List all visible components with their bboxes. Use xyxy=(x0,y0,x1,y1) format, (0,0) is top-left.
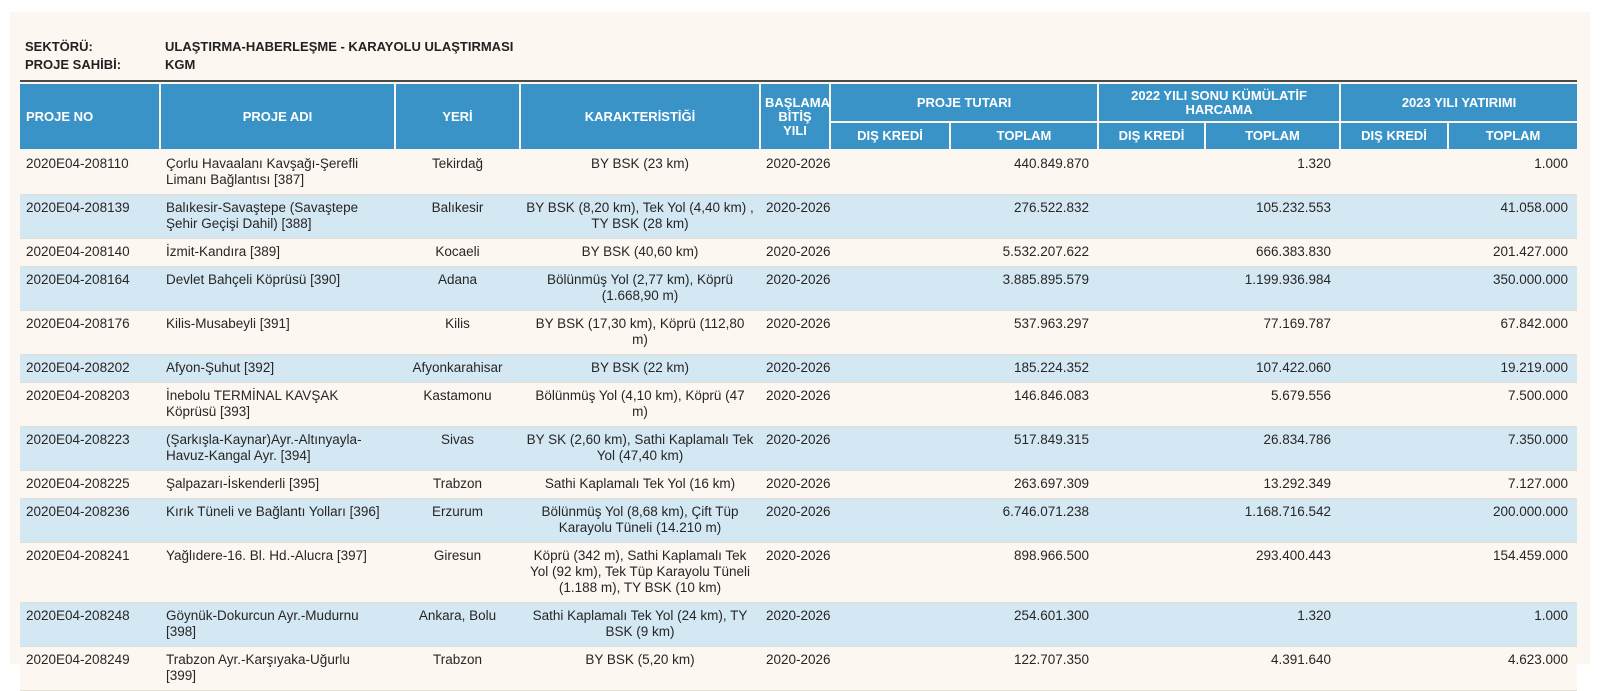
cell-proje-tutari-dis-kredi xyxy=(830,311,950,355)
cell-proje-tutari-toplam: 263.697.309 xyxy=(950,471,1098,499)
cell-proje-adi: Trabzon Ayr.-Karşıyaka-Uğurlu [399] xyxy=(160,647,395,691)
document-meta xyxy=(10,12,1590,74)
cell-2022-toplam: 4.391.640 xyxy=(1205,647,1340,691)
cell-yeri: Kilis xyxy=(395,311,520,355)
cell-2022-dis-kredi xyxy=(1098,647,1205,691)
cell-yeri: Kocaeli xyxy=(395,239,520,267)
cell-proje-no: 2020E04-208164 xyxy=(20,267,160,311)
cell-yeri: Kastamonu xyxy=(395,383,520,427)
cell-yeri: Afyonkarahisar xyxy=(395,355,520,383)
cell-2022-toplam: 1.199.936.984 xyxy=(1205,267,1340,311)
cell-proje-adi: (Şarkışla-Kaynar)Ayr.-Altınyayla-Havuz-Kangal Ayr. [394] xyxy=(160,427,395,471)
cell-2022-dis-kredi xyxy=(1098,267,1205,311)
cell-2023-toplam: 4.623.000 xyxy=(1448,647,1577,691)
cell-2023-toplam: 67.842.000 xyxy=(1448,311,1577,355)
cell-2022-dis-kredi xyxy=(1098,355,1205,383)
cell-proje-tutari-toplam: 3.885.895.579 xyxy=(950,267,1098,311)
cell-2023-toplam: 154.459.000 xyxy=(1448,543,1577,603)
cell-proje-tutari-dis-kredi xyxy=(830,543,950,603)
cell-2022-toplam: 77.169.787 xyxy=(1205,311,1340,355)
cell-proje-adi: İnebolu TERMİNAL KAVŞAK Köprüsü [393] xyxy=(160,383,395,427)
cell-2022-dis-kredi xyxy=(1098,150,1205,195)
cell-proje-tutari-toplam: 537.963.297 xyxy=(950,311,1098,355)
cell-proje-no: 2020E04-208249 xyxy=(20,647,160,691)
table-row xyxy=(20,647,1577,691)
cell-proje-no: 2020E04-208223 xyxy=(20,427,160,471)
cell-2023-dis-kredi xyxy=(1340,383,1448,427)
cell-proje-adi: Balıkesir-Savaştepe (Savaştepe Şehir Geçişi Dahil) [388] xyxy=(160,195,395,239)
cell-2022-dis-kredi xyxy=(1098,311,1205,355)
cell-2023-toplam: 1.000 xyxy=(1448,150,1577,195)
cell-2023-dis-kredi xyxy=(1340,150,1448,195)
cell-baslama-bitis-yili: 2020-2026 xyxy=(760,195,830,239)
cell-2023-toplam: 19.219.000 xyxy=(1448,355,1577,383)
cell-yeri: Tekirdağ xyxy=(395,150,520,195)
cell-2022-dis-kredi xyxy=(1098,543,1205,603)
table-row xyxy=(20,195,1577,239)
cell-2022-toplam: 1.320 xyxy=(1205,603,1340,647)
cell-2022-dis-kredi xyxy=(1098,195,1205,239)
table-row xyxy=(20,239,1577,267)
cell-proje-no: 2020E04-208140 xyxy=(20,239,160,267)
cell-2023-toplam: 7.350.000 xyxy=(1448,427,1577,471)
cell-proje-no: 2020E04-208202 xyxy=(20,355,160,383)
cell-proje-adi: Kilis-Musabeyli [391] xyxy=(160,311,395,355)
cell-baslama-bitis-yili: 2020-2026 xyxy=(760,150,830,195)
cell-yeri: Trabzon xyxy=(395,471,520,499)
cell-2022-dis-kredi xyxy=(1098,603,1205,647)
cell-2023-dis-kredi xyxy=(1340,311,1448,355)
table-row xyxy=(20,355,1577,383)
cell-2023-toplam: 1.000 xyxy=(1448,603,1577,647)
cell-proje-tutari-dis-kredi xyxy=(830,647,950,691)
cell-karakteristigi: Bölünmüş Yol (8,68 km), Çift Tüp Karayolu Tüneli (14.210 m) xyxy=(520,499,760,543)
cell-proje-tutari-toplam: 146.846.083 xyxy=(950,383,1098,427)
cell-proje-adi: Göynük-Dokurcun Ayr.-Mudurnu [398] xyxy=(160,603,395,647)
cell-baslama-bitis-yili: 2020-2026 xyxy=(760,471,830,499)
cell-2023-toplam: 200.000.000 xyxy=(1448,499,1577,543)
cell-2023-dis-kredi xyxy=(1340,195,1448,239)
subcol-header-2023-dis-kredi: DIŞ KREDİ xyxy=(1340,122,1448,150)
cell-proje-no: 2020E04-208248 xyxy=(20,603,160,647)
cell-proje-tutari-dis-kredi xyxy=(830,427,950,471)
subcol-header-2023-toplam: TOPLAM xyxy=(1448,122,1577,150)
col-header-yeri: YERİ xyxy=(395,84,520,150)
col-header-proje-no: PROJE NO xyxy=(20,84,160,150)
group-header-2022-kumulatif-harcama: 2022 YILI SONU KÜMÜLATİF HARCAMA xyxy=(1098,84,1340,122)
cell-yeri: Adana xyxy=(395,267,520,311)
cell-2022-toplam: 293.400.443 xyxy=(1205,543,1340,603)
cell-2022-dis-kredi xyxy=(1098,239,1205,267)
cell-proje-tutari-toplam: 185.224.352 xyxy=(950,355,1098,383)
cell-proje-tutari-toplam: 5.532.207.622 xyxy=(950,239,1098,267)
cell-2023-dis-kredi xyxy=(1340,267,1448,311)
cell-proje-no: 2020E04-208176 xyxy=(20,311,160,355)
cell-2022-toplam: 105.232.553 xyxy=(1205,195,1340,239)
cell-proje-adi: Kırık Tüneli ve Bağlantı Yolları [396] xyxy=(160,499,395,543)
projects-table-container xyxy=(20,80,1577,691)
sector-label: SEKTÖRÜ: xyxy=(25,39,93,54)
col-header-baslama-bitis-yili: BAŞLAMA BİTİŞ YILI xyxy=(760,84,830,150)
table-row xyxy=(20,499,1577,543)
cell-proje-no: 2020E04-208203 xyxy=(20,383,160,427)
cell-proje-tutari-toplam: 254.601.300 xyxy=(950,603,1098,647)
cell-karakteristigi: BY BSK (22 km) xyxy=(520,355,760,383)
cell-baslama-bitis-yili: 2020-2026 xyxy=(760,267,830,311)
subcol-header-2022-toplam: TOPLAM xyxy=(1205,122,1340,150)
cell-baslama-bitis-yili: 2020-2026 xyxy=(760,647,830,691)
sector-row xyxy=(25,38,1590,56)
cell-proje-tutari-dis-kredi xyxy=(830,195,950,239)
header-group-row xyxy=(20,84,1577,122)
cell-proje-tutari-dis-kredi xyxy=(830,499,950,543)
cell-2022-toplam: 1.168.716.542 xyxy=(1205,499,1340,543)
cell-baslama-bitis-yili: 2020-2026 xyxy=(760,355,830,383)
cell-2023-dis-kredi xyxy=(1340,647,1448,691)
table-row xyxy=(20,311,1577,355)
cell-baslama-bitis-yili: 2020-2026 xyxy=(760,499,830,543)
sector-value: ULAŞTIRMA-HABERLEŞME - KARAYOLU ULAŞTIRMASI xyxy=(165,39,514,54)
cell-2023-toplam: 7.500.000 xyxy=(1448,383,1577,427)
cell-2023-toplam: 201.427.000 xyxy=(1448,239,1577,267)
cell-proje-no: 2020E04-208241 xyxy=(20,543,160,603)
cell-2022-dis-kredi xyxy=(1098,471,1205,499)
cell-yeri: Ankara, Bolu xyxy=(395,603,520,647)
cell-proje-no: 2020E04-208225 xyxy=(20,471,160,499)
group-header-proje-tutari: PROJE TUTARI xyxy=(830,84,1098,122)
cell-proje-adi: Yağlıdere-16. Bl. Hd.-Alucra [397] xyxy=(160,543,395,603)
cell-2023-dis-kredi xyxy=(1340,471,1448,499)
cell-yeri: Erzurum xyxy=(395,499,520,543)
project-owner-label: PROJE SAHİBİ: xyxy=(25,57,122,72)
table-row xyxy=(20,267,1577,311)
subcol-header-2022-dis-kredi: DIŞ KREDİ xyxy=(1098,122,1205,150)
table-row xyxy=(20,543,1577,603)
cell-proje-no: 2020E04-208110 xyxy=(20,150,160,195)
cell-yeri: Giresun xyxy=(395,543,520,603)
cell-baslama-bitis-yili: 2020-2026 xyxy=(760,603,830,647)
cell-2022-toplam: 1.320 xyxy=(1205,150,1340,195)
cell-proje-tutari-dis-kredi xyxy=(830,239,950,267)
table-row xyxy=(20,427,1577,471)
cell-proje-tutari-dis-kredi xyxy=(830,267,950,311)
cell-2023-toplam: 350.000.000 xyxy=(1448,267,1577,311)
cell-proje-tutari-dis-kredi xyxy=(830,603,950,647)
cell-2022-dis-kredi xyxy=(1098,427,1205,471)
cell-proje-tutari-toplam: 517.849.315 xyxy=(950,427,1098,471)
col-header-proje-adi: PROJE ADI xyxy=(160,84,395,150)
cell-proje-tutari-toplam: 276.522.832 xyxy=(950,195,1098,239)
projects-table xyxy=(20,84,1577,691)
table-row xyxy=(20,603,1577,647)
project-owner-row xyxy=(25,56,1590,74)
cell-2022-dis-kredi xyxy=(1098,383,1205,427)
cell-karakteristigi: BY BSK (8,20 km), Tek Yol (4,40 km) , TY BSK (28 km) xyxy=(520,195,760,239)
cell-2023-toplam: 7.127.000 xyxy=(1448,471,1577,499)
cell-2023-toplam: 41.058.000 xyxy=(1448,195,1577,239)
cell-karakteristigi: Sathi Kaplamalı Tek Yol (24 km), TY BSK (9 km) xyxy=(520,603,760,647)
cell-yeri: Sivas xyxy=(395,427,520,471)
table-row xyxy=(20,150,1577,195)
cell-karakteristigi: BY BSK (23 km) xyxy=(520,150,760,195)
cell-2023-dis-kredi xyxy=(1340,239,1448,267)
cell-baslama-bitis-yili: 2020-2026 xyxy=(760,543,830,603)
cell-baslama-bitis-yili: 2020-2026 xyxy=(760,239,830,267)
cell-proje-tutari-dis-kredi xyxy=(830,355,950,383)
cell-baslama-bitis-yili: 2020-2026 xyxy=(760,427,830,471)
cell-proje-tutari-toplam: 6.746.071.238 xyxy=(950,499,1098,543)
cell-karakteristigi: Köprü (342 m), Sathi Kaplamalı Tek Yol (92 km), Tek Tüp Karayolu Tüneli (1.188 m), TY BSK (10 km) xyxy=(520,543,760,603)
table-row xyxy=(20,471,1577,499)
cell-proje-adi: Devlet Bahçeli Köprüsü [390] xyxy=(160,267,395,311)
cell-proje-tutari-toplam: 122.707.350 xyxy=(950,647,1098,691)
table-row xyxy=(20,383,1577,427)
cell-2023-dis-kredi xyxy=(1340,355,1448,383)
cell-proje-tutari-dis-kredi xyxy=(830,471,950,499)
cell-proje-adi: İzmit-Kandıra [389] xyxy=(160,239,395,267)
subcol-header-pt-dis-kredi: DIŞ KREDİ xyxy=(830,122,950,150)
cell-proje-no: 2020E04-208139 xyxy=(20,195,160,239)
cell-2022-toplam: 107.422.060 xyxy=(1205,355,1340,383)
cell-karakteristigi: BY BSK (17,30 km), Köprü (112,80 m) xyxy=(520,311,760,355)
cell-baslama-bitis-yili: 2020-2026 xyxy=(760,383,830,427)
subcol-header-pt-toplam: TOPLAM xyxy=(950,122,1098,150)
cell-proje-tutari-dis-kredi xyxy=(830,383,950,427)
cell-proje-tutari-dis-kredi xyxy=(830,150,950,195)
cell-proje-tutari-toplam: 440.849.870 xyxy=(950,150,1098,195)
cell-2023-dis-kredi xyxy=(1340,603,1448,647)
cell-yeri: Balıkesir xyxy=(395,195,520,239)
cell-2022-toplam: 5.679.556 xyxy=(1205,383,1340,427)
cell-2023-dis-kredi xyxy=(1340,543,1448,603)
cell-karakteristigi: Sathi Kaplamalı Tek Yol (16 km) xyxy=(520,471,760,499)
cell-karakteristigi: BY BSK (40,60 km) xyxy=(520,239,760,267)
project-owner-value: KGM xyxy=(165,57,196,72)
cell-2022-dis-kredi xyxy=(1098,499,1205,543)
table-body xyxy=(20,150,1577,691)
cell-karakteristigi: Bölünmüş Yol (2,77 km), Köprü (1.668,90 m) xyxy=(520,267,760,311)
table-header xyxy=(20,84,1577,150)
cell-baslama-bitis-yili: 2020-2026 xyxy=(760,311,830,355)
cell-2023-dis-kredi xyxy=(1340,499,1448,543)
cell-proje-no: 2020E04-208236 xyxy=(20,499,160,543)
cell-karakteristigi: BY SK (2,60 km), Sathi Kaplamalı Tek Yol (47,40 km) xyxy=(520,427,760,471)
cell-2022-toplam: 13.292.349 xyxy=(1205,471,1340,499)
col-header-karakteristigi: KARAKTERİSTİĞİ xyxy=(520,84,760,150)
cell-proje-tutari-toplam: 898.966.500 xyxy=(950,543,1098,603)
cell-2023-dis-kredi xyxy=(1340,427,1448,471)
cell-karakteristigi: Bölünmüş Yol (4,10 km), Köprü (47 m) xyxy=(520,383,760,427)
cell-proje-adi: Şalpazarı-İskenderli [395] xyxy=(160,471,395,499)
cell-2022-toplam: 666.383.830 xyxy=(1205,239,1340,267)
cell-karakteristigi: BY BSK (5,20 km) xyxy=(520,647,760,691)
group-header-2023-yatirimi: 2023 YILI YATIRIMI xyxy=(1340,84,1577,122)
cell-proje-adi: Afyon-Şuhut [392] xyxy=(160,355,395,383)
cell-2022-toplam: 26.834.786 xyxy=(1205,427,1340,471)
cell-yeri: Trabzon xyxy=(395,647,520,691)
cell-proje-adi: Çorlu Havaalanı Kavşağı-Şerefli Limanı Bağlantısı [387] xyxy=(160,150,395,195)
document-sheet xyxy=(10,12,1590,683)
